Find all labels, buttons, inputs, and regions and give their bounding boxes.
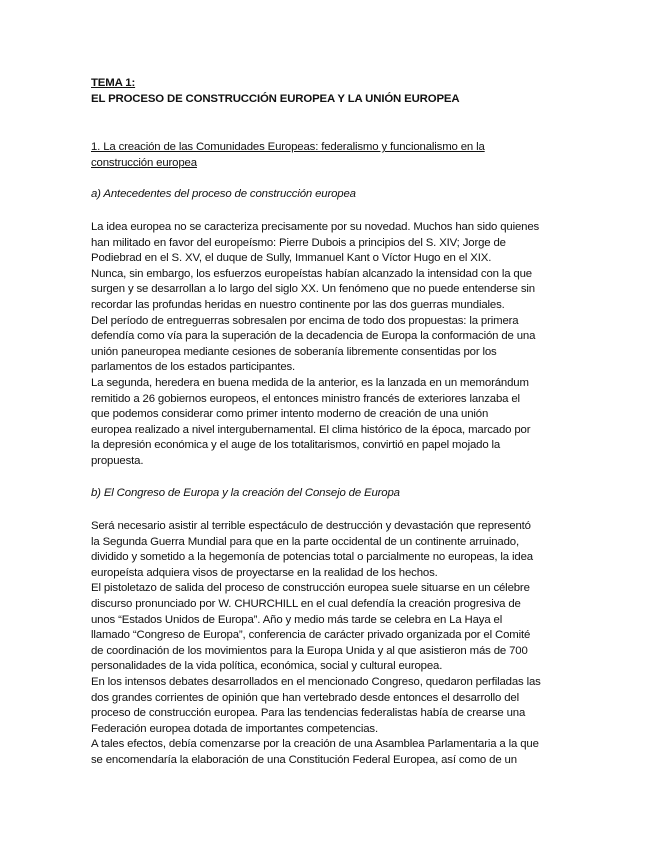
paragraph-line: discurso pronunciado por W. CHURCHILL en el cual defendía la creación progresiva de xyxy=(91,598,521,611)
section-1-heading-line: construcción europea xyxy=(91,156,197,169)
paragraph-line: En los intensos debates desarrollados en el mencionado Congreso, quedaron perfiladas las xyxy=(91,676,541,688)
paragraph-line: de coordinación de los movimientos para la Europa Unida y al que asistieron más de 700 xyxy=(91,644,528,657)
paragraph-line: A tales efectos, debía comenzarse por la creación de una Asamblea Parlamentaria a la que xyxy=(91,738,539,751)
paragraph-line: se encomendaría la elaboración de una Constitución Federal Europea, así como de un xyxy=(91,753,517,766)
paragraph-line: Federación europea dotada de importantes competencias. xyxy=(91,722,378,735)
paragraph-line: unos “Estados Unidos de Europa”. Año y medio más tarde se celebra en La Haya el xyxy=(91,613,503,626)
topic-title: EL PROCESO DE CONSTRUCCIÓN EUROPEA Y LA UNIÓN EUROPEA xyxy=(91,92,460,105)
document-page xyxy=(91,76,571,769)
paragraph-line: propuesta. xyxy=(91,454,144,467)
paragraph-line: Del período de entreguerras sobresalen por encima de todo dos propuestas: la primera xyxy=(91,314,519,327)
paragraph-line: unión paneuropea mediante cesiones de soberanía libremente consentidas por los xyxy=(91,345,497,358)
paragraph-line: dos grandes corrientes de opinión que han vertebrado desde entonces el desarrollo del xyxy=(91,691,519,704)
paragraph-line: defendía como vía para la superación de la decadencia de Europa la conformación de una xyxy=(91,330,536,343)
paragraph-line: personalidades de la vida política, económica, social y cultural europea. xyxy=(91,660,443,673)
paragraph-line: proceso de construcción europea. Para las tendencias federalistas había de crearse una xyxy=(91,707,526,720)
paragraph-line: Nunca, sin embargo, los esfuerzos europeístas habían alcanzado la intensidad con la que xyxy=(91,267,532,280)
paragraph-line: la Segunda Guerra Mundial para que en la parte occidental de un continente arruinado, xyxy=(91,535,519,548)
paragraph-line: La idea europea no se caracteriza precisamente por su novedad. Muchos han sido quienes xyxy=(91,220,540,233)
section-a-body xyxy=(91,220,571,470)
topic-label: TEMA 1: xyxy=(91,77,136,89)
paragraph-line: remitido a 26 gobiernos europeos, el entonces ministro francés de exteriores lanzaba el xyxy=(91,392,520,405)
subsection-a-heading: a) Antecedentes del proceso de construcción europea xyxy=(91,188,356,201)
paragraph-line: europeísta adquiera visos de proyectarse en la realidad de los hechos. xyxy=(91,566,438,579)
paragraph-line: europea realizado a nivel intergubernamental. El clima histórico de la época, marcado por xyxy=(91,423,531,436)
section-b-body xyxy=(91,519,571,769)
section-1-heading-line: 1. La creación de las Comunidades Europeas: federalismo y funcionalismo en la xyxy=(91,141,485,154)
subsection-b-heading: b) El Congreso de Europa y la creación del Consejo de Europa xyxy=(91,487,400,500)
paragraph-line: recordar las profundas heridas en nuestro continente por las dos guerras mundiales. xyxy=(91,298,505,311)
paragraph-line: parlamentos de los estados participantes. xyxy=(91,361,296,374)
paragraph-line: El pistoletazo de salida del proceso de construcción europea suele situarse en un célebre xyxy=(91,582,530,595)
paragraph-line: dividido y sometido a la hegemonía de potencias total o parcialmente no europeas, la idea xyxy=(91,551,533,564)
paragraph-line: llamado “Congreso de Europa”, conferencia de carácter privado organizada por el Comité xyxy=(91,629,531,642)
paragraph-line: surgen y se desarrollan a lo largo del siglo XX. Un fenómeno que no puede entenderse sin xyxy=(91,283,535,296)
paragraph-line: La segunda, heredera en buena medida de la anterior, es la lanzada en un memorándum xyxy=(91,376,529,389)
paragraph-line: la depresión económica y el auge de los totalitarismos, convirtió en papel mojado la xyxy=(91,439,501,452)
paragraph-line: Será necesario asistir al terrible espectáculo de destrucción y devastación que representó xyxy=(91,520,531,533)
paragraph-line: que podemos considerar como primer intento moderno de creación de una unión xyxy=(91,408,489,421)
paragraph-line: Podiebrad en el S. XV, el duque de Sully, Immanuel Kant o Víctor Hugo en el XIX. xyxy=(91,252,492,265)
paragraph-line: han militado en favor del europeísmo: Pierre Dubois a principios del S. XIV; Jorge de xyxy=(91,236,506,249)
section-1-heading xyxy=(91,140,571,171)
